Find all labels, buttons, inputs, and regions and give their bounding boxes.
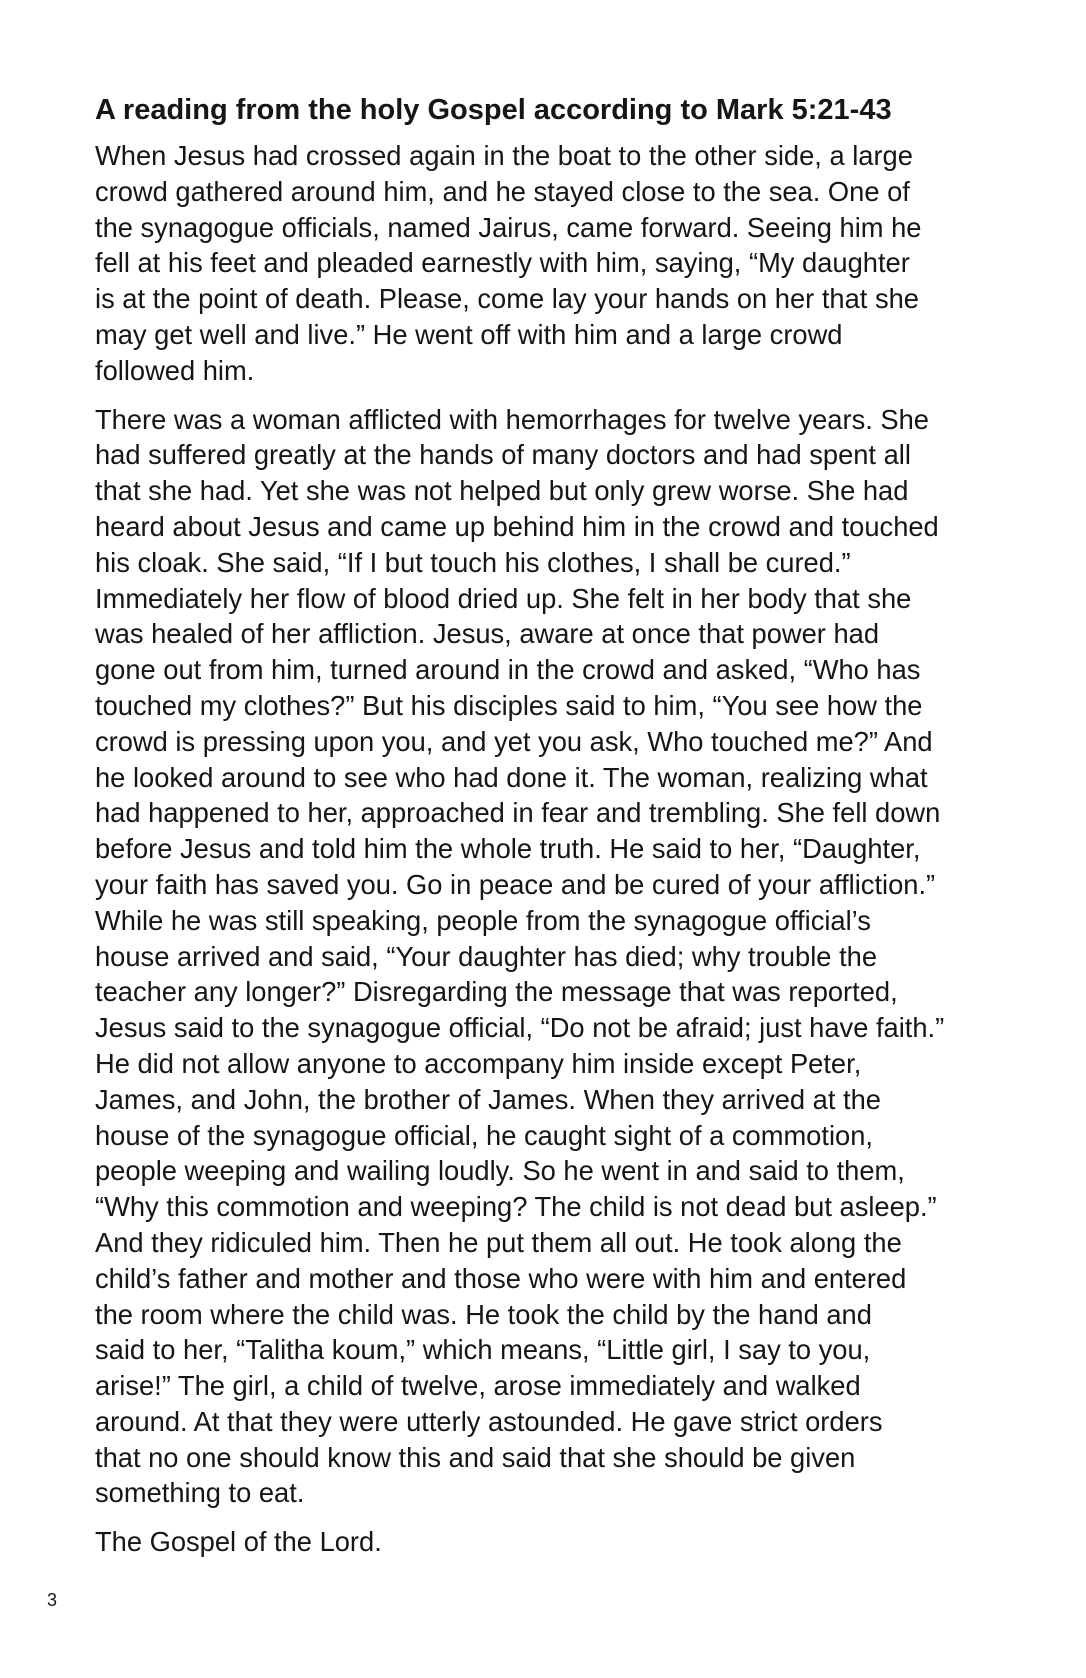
- paragraph-line: people weeping and wailing loudly. So he went in and said to them,: [95, 1155, 905, 1187]
- paragraph-line: the synagogue officials, named Jairus, came forward. Seeing him he: [95, 211, 922, 243]
- paragraph-line: crowd is pressing upon you, and yet you ask, Who touched me?” And: [95, 725, 933, 757]
- paragraph-line: around. At that they were utterly astounded. He gave strict orders: [95, 1405, 883, 1437]
- paragraph-line: heard about Jesus and came up behind him in the crowd and touched: [95, 510, 939, 542]
- paragraph-line: And they ridiculed him. Then he put them all out. He took along the: [95, 1226, 902, 1258]
- paragraph-line: touched my clothes?” But his disciples said to him, “You see how the: [95, 689, 923, 721]
- paragraph-line: house arrived and said, “Your daughter has died; why trouble the: [95, 940, 878, 972]
- paragraph-line: gone out from him, turned around in the crowd and asked, “Who has: [95, 654, 921, 686]
- paragraph-line: had suffered greatly at the hands of many doctors and had spent all: [95, 439, 911, 471]
- paragraph-line: before Jesus and told him the whole truth. He said to her, “Daughter,: [95, 833, 921, 865]
- paragraph-line: is at the point of death. Please, come lay your hands on her that she: [95, 283, 919, 315]
- paragraph-line: he looked around to see who had done it. The woman, realizing what: [95, 761, 928, 793]
- paragraph-line: Immediately her flow of blood dried up. She felt in her body that she: [95, 582, 912, 614]
- paragraph-line: Jesus said to the synagogue official, “Do not be afraid; just have faith.”: [95, 1012, 945, 1044]
- paragraph-line: teacher any longer?” Disregarding the message that was reported,: [95, 976, 898, 1008]
- paragraph-line: James, and John, the brother of James. When they arrived at the: [95, 1083, 881, 1115]
- reading-title: A reading from the holy Gospel according to Mark 5:21-43: [95, 94, 892, 126]
- reading-closing: The Gospel of the Lord.: [95, 1526, 382, 1558]
- paragraph-line: fell at his feet and pleaded earnestly with him, saying, “My daughter: [95, 247, 910, 279]
- paragraph-line: something to eat.: [95, 1477, 305, 1509]
- paragraph-line: crowd gathered around him, and he stayed close to the sea. One of: [95, 175, 910, 207]
- paragraph-line: that no one should know this and said that she should be given: [95, 1441, 856, 1473]
- paragraph-line: had happened to her, approached in fear and trembling. She fell down: [95, 797, 941, 829]
- paragraph-line: was healed of her affliction. Jesus, aware at once that power had: [95, 618, 879, 650]
- paragraph-line: While he was still speaking, people from the synagogue official’s: [95, 904, 871, 936]
- gospel-reading: [95, 92, 1045, 1560]
- paragraph-line: house of the synagogue official, he caught sight of a commotion,: [95, 1119, 873, 1151]
- reading-paragraph-1: [95, 138, 1045, 389]
- paragraph-line: When Jesus had crossed again in the boat to the other side, a large: [95, 140, 913, 171]
- paragraph-line: the room where the child was. He took the child by the hand and: [95, 1298, 872, 1330]
- paragraph-line: “Why this commotion and weeping? The child is not dead but asleep.”: [95, 1191, 937, 1223]
- reading-paragraph-2: [95, 402, 1045, 1512]
- paragraph-line: child’s father and mother and those who were with him and entered: [95, 1262, 907, 1294]
- paragraph-line: There was a woman afflicted with hemorrhages for twelve years. She: [95, 403, 929, 435]
- page-number: 3: [47, 1590, 58, 1610]
- paragraph-line: said to her, “Talitha koum,” which means, “Little girl, I say to you,: [95, 1334, 871, 1366]
- paragraph-line: followed him.: [95, 354, 255, 386]
- paragraph-line: his cloak. She said, “If I but touch his clothes, I shall be cured.”: [95, 546, 851, 578]
- paragraph-line: that she had. Yet she was not helped but only grew worse. She had: [95, 475, 909, 507]
- paragraph-line: He did not allow anyone to accompany him inside except Peter,: [95, 1047, 862, 1079]
- paragraph-line: arise!” The girl, a child of twelve, arose immediately and walked: [95, 1370, 861, 1402]
- paragraph-line: may get well and live.” He went off with him and a large crowd: [95, 318, 843, 350]
- paragraph-line: your faith has saved you. Go in peace and be cured of your affliction.”: [95, 868, 936, 900]
